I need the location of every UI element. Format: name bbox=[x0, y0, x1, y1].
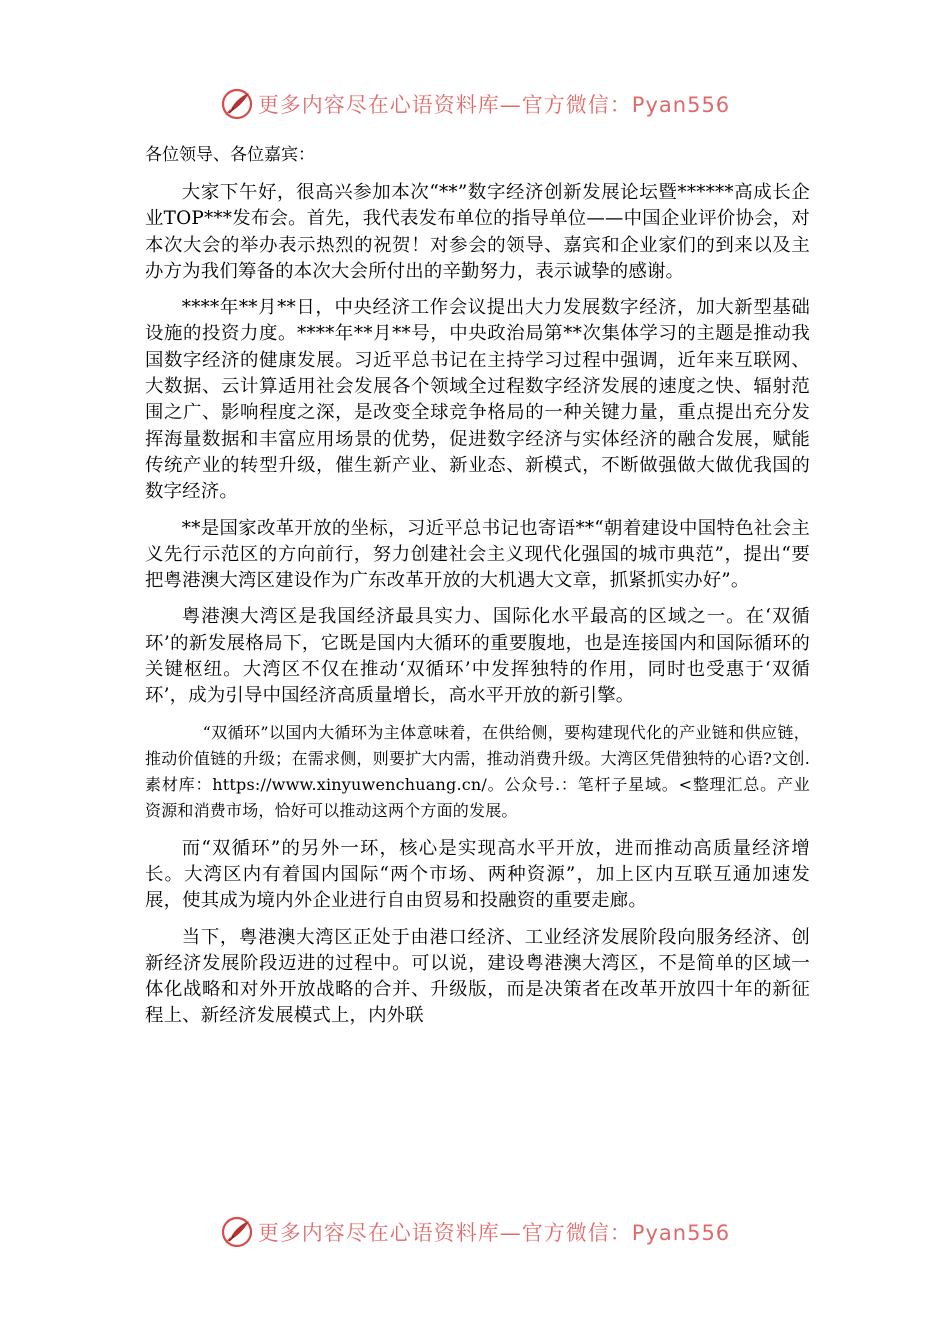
header-banner bbox=[0, 84, 950, 124]
paragraph-6: 而“双循环”的另外一环，核心是实现高水平开放，进而推动高质量经济增长。大湾区内有着国内国际“两个市场、两种资源”，加上区内互联互通加速发展，使其成为境内外企业进行自由贸易和投融资的重要走廊。 bbox=[145, 837, 810, 912]
paragraph-5: “双循环”以国内大循环为主体意味着，在供给侧，要构建现代化的产业链和供应链，推动价值链的升级；在需求侧，则要扩大内需，推动消费升级。大湾区凭借独特的心语?文创.素材库：https://www.xinyuwenchuang.cn/。公众号.：笔杆子星域。<整理汇总。产业资源和消费市场，恰好可以推动这两个方面的发展。 bbox=[145, 722, 810, 820]
paragraph-3: **是国家改革开放的坐标，习近平总书记也寄语**“朝着建设中国特色社会主义先行示范区的方向前行，努力创建社会主义现代化强国的城市典范”，提出“要把粤港澳大湾区建设作为广东改革开放的大机遇大文章，抓紧抓实办好”。 bbox=[145, 517, 810, 592]
paragraph-4: 粤港澳大湾区是我国经济最具实力、国际化水平最高的区域之一。在‘双循环’的新发展格局下，它既是国内大循环的重要腹地，也是连接国内和国际循环的关键枢纽。大湾区不仅在推动‘双循环’中发挥独特的作用，同时也受惠于‘双循环’，成为引导中国经济高质量增长，高水平开放的新引擎。 bbox=[145, 606, 810, 707]
header-banner-text: 更多内容尽在心语资料库—官方微信：Pyan556 bbox=[257, 93, 731, 117]
document-body bbox=[145, 142, 810, 1040]
footer-banner-text: 更多内容尽在心语资料库—官方微信：Pyan556 bbox=[257, 1221, 731, 1245]
salutation: 各位领导、各位嘉宾： bbox=[145, 145, 315, 165]
quill-pen-logo-icon bbox=[220, 1215, 254, 1249]
paragraph-2: ****年**月**日，中央经济工作会议提出大力发展数字经济，加大新型基础设施的投资力度。****年**月**号，中央政治局第**次集体学习的主题是推动我国数字经济的健康发展。习近平总书记在主持学习过程中强调，近年来互联网、大数据、云计算适用社会发展各个领域全过程数字经济发展的速度之快、辐射范围之广、影响程度之深，是改变全球竞争格局的一种关键力量，重点提出充分发挥海量数据和丰富应用场景的优势，促进数字经济与实体经济的融合发展，赋能传统产业的转型升级，催生新产业、新业态、新模式，不断做强做大做优我国的数字经济。 bbox=[145, 297, 810, 503]
footer-banner bbox=[0, 1212, 950, 1252]
paragraph-7: 当下，粤港澳大湾区正处于由港口经济、工业经济发展阶段向服务经济、创新经济发展阶段迈进的过程中。可以说，建设粤港澳大湾区，不是简单的区域一体化战略和对外开放战略的合并、升级版，而是决策者在改革开放四十年的新征程上、新经济发展模式上，内外联 bbox=[145, 926, 810, 1027]
paragraph-1: 大家下午好，很高兴参加本次“**”数字经济创新发展论坛暨******高成长企业TOP***发布会。首先，我代表发布单位的指导单位——中国企业评价协会，对本次大会的举办表示热烈的祝贺！对参会的领导、嘉宾和企业家们的到来以及主办方为我们筹备的本次大会所付出的辛勤努力，表示诚挚的感谢。 bbox=[145, 182, 810, 282]
quill-pen-logo-icon bbox=[220, 87, 254, 121]
